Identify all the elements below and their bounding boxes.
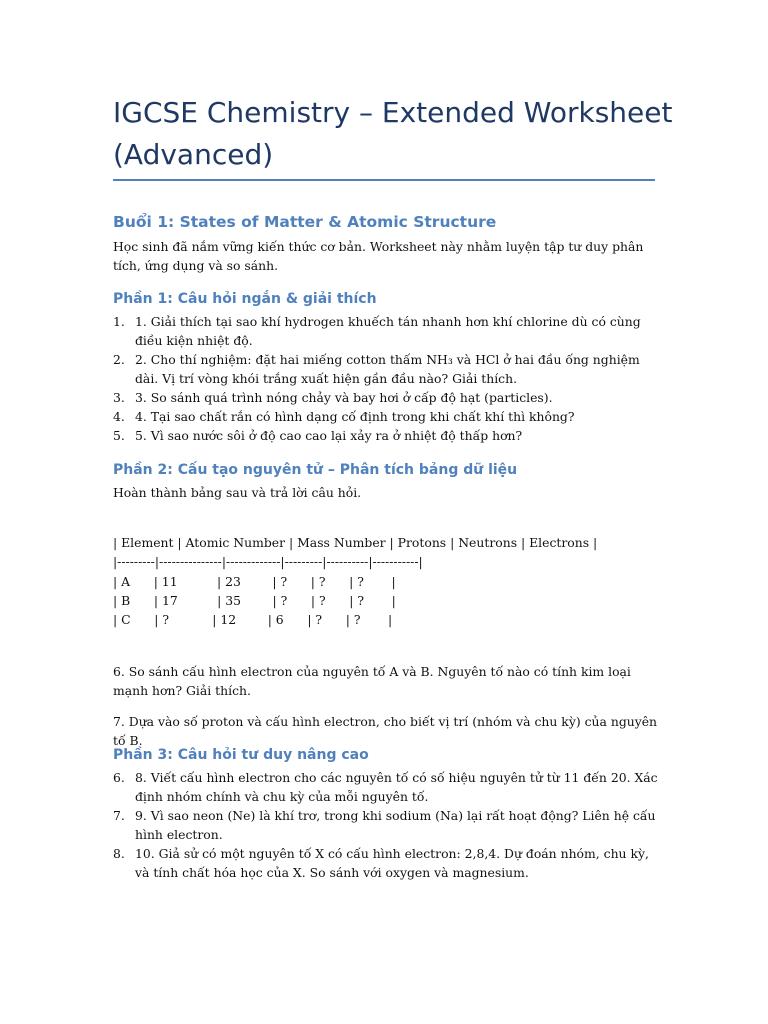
table-line: | A | 11 | 23 | ? | ? | ? | (113, 573, 396, 589)
title-underline (113, 179, 655, 181)
table-line: | B | 17 | 35 | ? | ? | ? | (113, 592, 396, 608)
list-item: 6. 8. Viết cấu hình electron cho các nguyên tố có số hiệu nguyên tử từ 11 đến 20. Xác định nhóm chính và chu kỳ của mỗi nguyên tố. (113, 770, 658, 804)
list-item: 2. 2. Cho thí nghiệm: đặt hai miếng cotton thấm NH₃ và HCl ở hai đầu ống nghiệm dài. Vị trí vòng khói trắng xuất hiện gần đầu nào? Giải thích. (113, 352, 640, 386)
data-table-text (113, 533, 597, 629)
list-item: 1. 1. Giải thích tại sao khí hydrogen khuếch tán nhanh hơn khí chlorine dù có cùng điều kiện nhiệt độ. (113, 314, 641, 348)
list-item: 3. 3. So sánh quá trình nóng chảy và bay hơi ở cấp độ hạt (particles). (113, 390, 553, 405)
table-line: |---------|---------------|-------------|---------|----------|-----------| (113, 554, 423, 570)
list-item: 5. 5. Vì sao nước sôi ở độ cao cao lại xảy ra ở nhiệt độ thấp hơn? (113, 428, 523, 443)
list-item: 8. 10. Giả sử có một nguyên tố X có cấu hình electron: 2,8,4. Dự đoán nhóm, chu kỳ, và tính chất hóa học của X. So sánh với oxygen và magnesium. (113, 846, 649, 880)
part1-list (113, 312, 661, 445)
question-6: 6. So sánh cấu hình electron của nguyên tố A và B. Nguyên tố nào có tính kim loại mạnh hơn? Giải thích. (113, 664, 631, 698)
part1-heading: Phần 1: Câu hỏi ngắn & giải thích (113, 291, 377, 307)
list-item: 4. 4. Tại sao chất rắn có hình dạng cố định trong khi chất khí thì không? (113, 409, 575, 424)
page-title: IGCSE Chemistry – Extended Worksheet (Advanced) (113, 96, 673, 171)
session-intro: Học sinh đã nắm vững kiến thức cơ bản. Worksheet này nhằm luyện tập tư duy phân tích, ứng dụng và so sánh. (113, 239, 644, 273)
session-heading: Buổi 1: States of Matter & Atomic Structure (113, 213, 497, 231)
part2-heading: Phần 2: Cấu tạo nguyên tử – Phân tích bảng dữ liệu (113, 462, 518, 478)
part2-intro: Hoàn thành bảng sau và trả lời câu hỏi. (113, 485, 362, 500)
part3-list (113, 768, 661, 882)
part3-heading: Phần 3: Câu hỏi tư duy nâng cao (113, 747, 369, 763)
table-line: | Element | Atomic Number | Mass Number | Protons | Neutrons | Electrons | (113, 535, 598, 550)
table-line: | C | ? | 12 | 6 | ? | ? | (113, 612, 393, 628)
list-item: 7. 9. Vì sao neon (Ne) là khí trơ, trong khi sodium (Na) lại rất hoạt động? Liên hệ cấu hình electron. (113, 808, 656, 842)
question-7: 7. Dựa vào số proton và cấu hình electron, cho biết vị trí (nhóm và chu kỳ) của nguyên tố B. (113, 714, 658, 748)
